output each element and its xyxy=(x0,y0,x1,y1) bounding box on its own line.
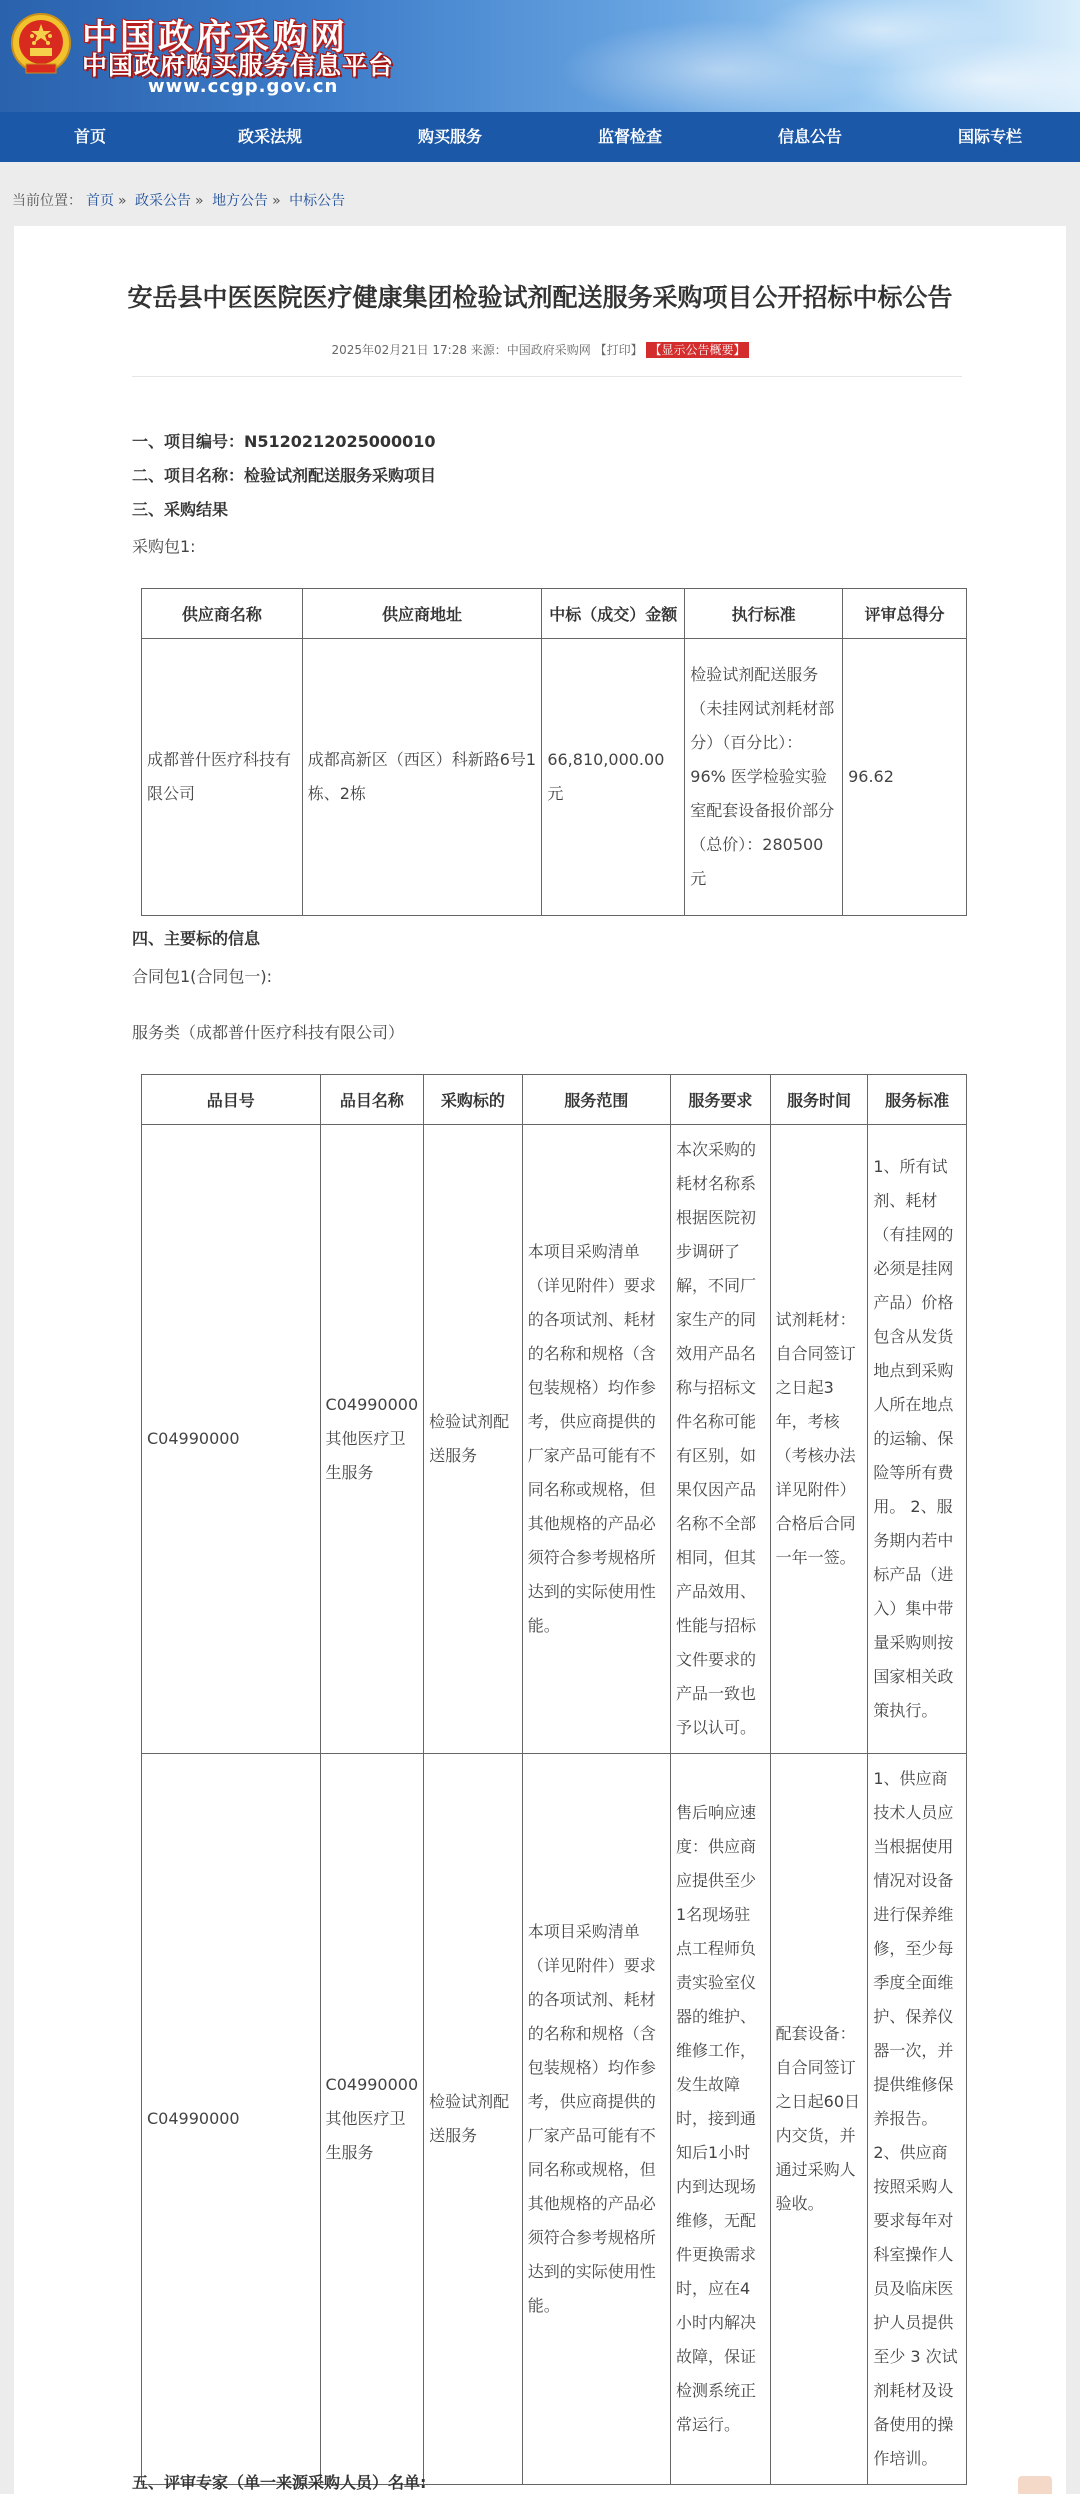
breadcrumb-prefix: 当前位置： xyxy=(12,193,82,209)
col-score: 评审总得分 xyxy=(843,589,967,639)
article-card xyxy=(14,226,1066,2494)
breadcrumb-local[interactable]: 地方公告 xyxy=(212,193,269,209)
item-requirement: 售后响应速度：供应商应提供至少1名现场驻点工程师负责实验室仪器的维护、维修工作，发生故障时，接到通知后1小时内到达现场维修，无配件更换需求时，应在4小时内解决故障，保证检测系统正常运行。 xyxy=(671,1754,771,2485)
nav-announcements[interactable]: 信息公告 xyxy=(777,127,842,146)
col-target: 采购标的 xyxy=(424,1075,523,1125)
breadcrumb-policy[interactable]: 政采公告 xyxy=(135,193,192,209)
item-time: 配套设备：自合同签订之日起60日内交货，并通过采购人验收。 xyxy=(770,1754,868,2485)
nav-home[interactable]: 首页 xyxy=(73,127,106,146)
section-result: 三、采购结果 xyxy=(132,500,229,519)
nav-purchase-services[interactable]: 购买服务 xyxy=(417,127,482,146)
package-label: 采购包1: xyxy=(132,537,196,556)
nav-international[interactable]: 国际专栏 xyxy=(957,127,1022,146)
nav-regulations[interactable]: 政采法规 xyxy=(237,127,302,146)
national-emblem-icon[interactable] xyxy=(10,12,72,78)
article-source: 来源：中国政府采购网 xyxy=(470,343,591,357)
summary-button[interactable]: 【显示公告概要】 xyxy=(646,342,748,358)
col-item-code: 品目号 xyxy=(142,1075,321,1125)
breadcrumb-sep: » xyxy=(272,193,281,209)
breadcrumb xyxy=(12,190,349,210)
divider xyxy=(132,376,962,377)
banner-clouds xyxy=(520,0,1080,112)
breadcrumb-sep: » xyxy=(195,193,204,209)
project-number: 一、项目编号：N5120212025000010 xyxy=(132,432,436,451)
item-scope: 本项目采购清单（详见附件）要求的各项试剂、耗材的名称和规格（含包装规格）均作参考，供应商提供的厂家产品可能有不同名称或规格，但其他规格的产品必须符合参考规格所达到的实际使用性能。 xyxy=(522,1754,670,2485)
award-amount: 66,810,000.00元 xyxy=(542,639,685,916)
item-code: C04990000 xyxy=(142,1754,321,2485)
breadcrumb-award[interactable]: 中标公告 xyxy=(289,193,346,209)
item-name: C04990000其他医疗卫生服务 xyxy=(320,1125,424,1754)
site-url: www.ccgp.gov.cn xyxy=(148,76,339,97)
category-label: 服务类（成都普什医疗科技有限公司） xyxy=(132,1023,405,1042)
item-requirement: 本次采购的耗材名称系根据医院初步调研了解，不同厂家生产的同效用产品名称与招标文件名称可能有区别，如果仅因产品名称不全部相同，但其产品效用、性能与招标文件要求的产品一致也予以认可。 xyxy=(671,1125,771,1754)
project-name: 二、项目名称：检验试剂配送服务采购项目 xyxy=(132,466,437,485)
col-scope: 服务范围 xyxy=(522,1075,670,1125)
col-item-name: 品目名称 xyxy=(320,1075,424,1125)
item-standard: 1、供应商技术人员应当根据使用情况对设备进行保养维修，至少每季度全面维护、保养仪器一次，并提供维修保养报告。 2、供应商按照采购人要求每年对科室操作人员及临床医护人员提供至少 3 次试剂耗材及设备使用的操作培训。 xyxy=(868,1754,967,2485)
site-subtitle: 中国政府购买服务信息平台 xyxy=(82,51,395,80)
contract-label: 合同包1(合同包一): xyxy=(132,967,273,986)
col-requirement: 服务要求 xyxy=(671,1075,771,1125)
nav-supervision[interactable]: 监督检查 xyxy=(597,127,662,146)
item-target: 检验试剂配送服务 xyxy=(424,1754,523,2485)
header-banner xyxy=(0,0,1080,112)
col-address: 供应商地址 xyxy=(302,589,542,639)
breadcrumb-home[interactable]: 首页 xyxy=(86,193,114,209)
item-scope: 本项目采购清单（详见附件）要求的各项试剂、耗材的名称和规格（含包装规格）均作参考，供应商提供的厂家产品可能有不同名称或规格，但其他规格的产品必须符合参考规格所达到的实际使用性能。 xyxy=(522,1125,670,1754)
supplier-address: 成都高新区（西区）科新路6号1栋、2栋 xyxy=(302,639,542,916)
breadcrumb-sep: » xyxy=(118,193,127,209)
item-time: 试剂耗材：自合同签订之日起3年，考核（考核办法详见附件）合格后合同一年一签。 xyxy=(770,1125,868,1754)
back-to-top-button[interactable] xyxy=(1018,2476,1052,2494)
item-target: 检验试剂配送服务 xyxy=(424,1125,523,1754)
item-standard: 1、所有试剂、耗材（有挂网的必须是挂网产品）价格包含从发货地点到采购人所在地点的运输、保险等所有费用。 2、服务期内若中标产品（进入）集中带量采购则按国家相关政策执行。 xyxy=(868,1125,967,1754)
section-experts: 五、评审专家（单一来源采购人员）名单: xyxy=(132,2473,427,2492)
execution-standard: 检验试剂配送服务（未挂网试剂耗材部分）（百分比）：96% 医学检验实验室配套设备报价部分（总价）：280500元 xyxy=(685,639,843,916)
col-standard: 执行标准 xyxy=(685,589,843,639)
table-row xyxy=(142,639,967,916)
result-table xyxy=(141,588,967,916)
col-amount: 中标（成交）金额 xyxy=(542,589,685,639)
print-link[interactable]: 【打印】 xyxy=(594,343,643,357)
page-title: 安岳县中医医院医疗健康集团检验试剂配送服务采购项目公开招标中标公告 xyxy=(127,283,953,312)
total-score: 96.62 xyxy=(843,639,967,916)
article-meta xyxy=(14,341,1066,358)
item-table xyxy=(141,1074,967,2485)
table-row xyxy=(142,1125,967,1754)
main-nav xyxy=(0,112,1080,162)
publish-date: 2025年02月21日 17:28 xyxy=(331,343,467,357)
site-title: 中国政府采购网 xyxy=(82,17,349,58)
table-row xyxy=(142,1754,967,2485)
col-supplier: 供应商名称 xyxy=(142,589,303,639)
col-service-standard: 服务标准 xyxy=(868,1075,967,1125)
item-name: C04990000其他医疗卫生服务 xyxy=(320,1754,424,2485)
section-items: 四、主要标的信息 xyxy=(132,929,261,948)
supplier-name: 成都普什医疗科技有限公司 xyxy=(142,639,303,916)
col-time: 服务时间 xyxy=(770,1075,868,1125)
item-code: C04990000 xyxy=(142,1125,321,1754)
